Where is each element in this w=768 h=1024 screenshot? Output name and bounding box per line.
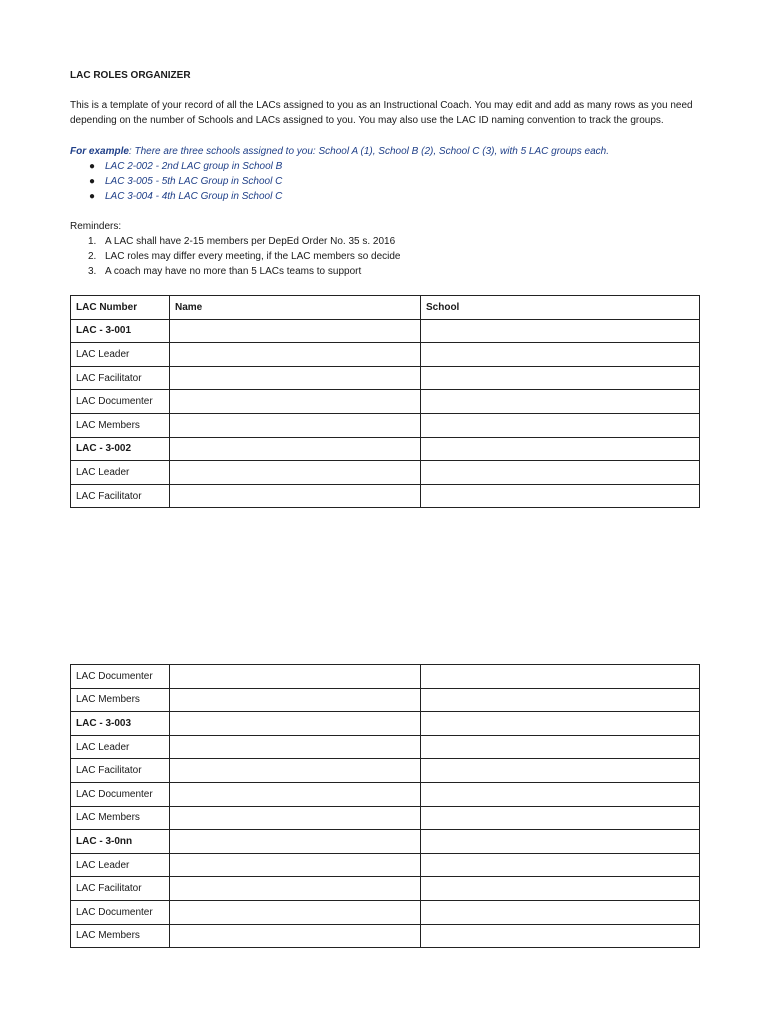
school-cell[interactable]	[421, 484, 700, 508]
table-row	[71, 712, 700, 736]
name-cell[interactable]	[170, 712, 421, 736]
row-label: LAC Facilitator	[71, 759, 170, 783]
reminders-heading: Reminders:	[70, 221, 122, 232]
school-cell[interactable]	[421, 853, 700, 877]
row-label: LAC - 3-0nn	[71, 830, 170, 854]
name-cell[interactable]	[170, 413, 421, 437]
name-cell[interactable]	[170, 924, 421, 948]
school-cell[interactable]	[421, 319, 700, 343]
school-cell[interactable]	[421, 437, 700, 461]
lac-roles-table-1	[70, 295, 700, 508]
table-row	[71, 366, 700, 390]
name-cell[interactable]	[170, 437, 421, 461]
name-cell[interactable]	[170, 900, 421, 924]
table-row	[71, 759, 700, 783]
row-label: LAC Leader	[71, 461, 170, 485]
row-label: LAC Leader	[71, 735, 170, 759]
example-item: ● LAC 2-002 - 2nd LAC group in School B	[89, 161, 283, 172]
example-lead: For example	[70, 146, 129, 157]
row-label: LAC - 3-001	[71, 319, 170, 343]
table-row	[71, 830, 700, 854]
name-cell[interactable]	[170, 830, 421, 854]
school-cell[interactable]	[421, 665, 700, 689]
school-cell[interactable]	[421, 924, 700, 948]
name-cell[interactable]	[170, 484, 421, 508]
school-cell[interactable]	[421, 343, 700, 367]
school-cell[interactable]	[421, 461, 700, 485]
table-row	[71, 461, 700, 485]
name-cell[interactable]	[170, 782, 421, 806]
row-label: LAC Documenter	[71, 900, 170, 924]
bullet-icon: ●	[89, 161, 96, 172]
row-label: LAC - 3-003	[71, 712, 170, 736]
bullet-icon: ●	[89, 176, 96, 187]
header-school: School	[421, 296, 700, 320]
header-lac-number: LAC Number	[71, 296, 170, 320]
bullet-icon: ●	[89, 191, 96, 202]
table-row	[71, 782, 700, 806]
reminders-list	[70, 234, 700, 279]
row-label: LAC Documenter	[71, 390, 170, 414]
row-label: LAC Leader	[71, 853, 170, 877]
row-label: LAC Documenter	[71, 665, 170, 689]
name-cell[interactable]	[170, 877, 421, 901]
row-label: LAC Facilitator	[71, 484, 170, 508]
school-cell[interactable]	[421, 366, 700, 390]
example-block	[70, 144, 700, 204]
school-cell[interactable]	[421, 712, 700, 736]
document-title: LAC ROLES ORGANIZER	[70, 70, 191, 81]
name-cell[interactable]	[170, 461, 421, 485]
name-cell[interactable]	[170, 759, 421, 783]
name-cell[interactable]	[170, 735, 421, 759]
table-row	[71, 390, 700, 414]
lac-roles-table-2	[70, 664, 700, 948]
name-cell[interactable]	[170, 853, 421, 877]
school-cell[interactable]	[421, 877, 700, 901]
example-list	[70, 159, 700, 204]
school-cell[interactable]	[421, 688, 700, 712]
table-row	[71, 924, 700, 948]
row-label: LAC Members	[71, 924, 170, 948]
table-row	[71, 735, 700, 759]
table-row	[71, 343, 700, 367]
school-cell[interactable]	[421, 390, 700, 414]
name-cell[interactable]	[170, 366, 421, 390]
row-label: LAC Leader	[71, 343, 170, 367]
name-cell[interactable]	[170, 806, 421, 830]
intro-paragraph: This is a template of your record of all the LACs assigned to you as an Instructional Coach. You may edit and add as many rows as you need depending on the number of Schools and LACs assigned to you. You may also use the LAC ID naming convention to track the groups.	[70, 100, 693, 126]
row-label: LAC Members	[71, 688, 170, 712]
name-cell[interactable]	[170, 319, 421, 343]
example-lead-rest: : There are three schools assigned to you: School A (1), School B (2), School C (3), with 5 LAC groups each.	[128, 146, 609, 157]
table-row	[71, 853, 700, 877]
header-name: Name	[170, 296, 421, 320]
row-label: LAC Facilitator	[71, 366, 170, 390]
table-row	[71, 688, 700, 712]
name-cell[interactable]	[170, 343, 421, 367]
name-cell[interactable]	[170, 688, 421, 712]
row-label: LAC Members	[71, 413, 170, 437]
table-header-row	[71, 296, 700, 320]
school-cell[interactable]	[421, 830, 700, 854]
row-label: LAC Members	[71, 806, 170, 830]
row-label: LAC - 3-002	[71, 437, 170, 461]
table-row	[71, 665, 700, 689]
table-row	[71, 437, 700, 461]
school-cell[interactable]	[421, 806, 700, 830]
reminder-item: 2. LAC roles may differ every meeting, if the LAC members so decide	[88, 251, 401, 262]
school-cell[interactable]	[421, 782, 700, 806]
reminder-item: 3. A coach may have no more than 5 LACs teams to support	[88, 266, 362, 277]
example-item: ● LAC 3-005 - 5th LAC Group in School C	[89, 176, 283, 187]
reminder-item: 1. A LAC shall have 2-15 members per DepEd Order No. 35 s. 2016	[88, 236, 396, 247]
name-cell[interactable]	[170, 390, 421, 414]
table-row	[71, 900, 700, 924]
row-label: LAC Documenter	[71, 782, 170, 806]
name-cell[interactable]	[170, 665, 421, 689]
table-row	[71, 484, 700, 508]
school-cell[interactable]	[421, 900, 700, 924]
table-row	[71, 877, 700, 901]
school-cell[interactable]	[421, 735, 700, 759]
table-row	[71, 319, 700, 343]
example-item: ● LAC 3-004 - 4th LAC Group in School C	[89, 191, 283, 202]
school-cell[interactable]	[421, 413, 700, 437]
table-row	[71, 413, 700, 437]
school-cell[interactable]	[421, 759, 700, 783]
row-label: LAC Facilitator	[71, 877, 170, 901]
reminders-block	[70, 219, 700, 279]
example-lead-line	[70, 144, 700, 159]
table-row	[71, 806, 700, 830]
